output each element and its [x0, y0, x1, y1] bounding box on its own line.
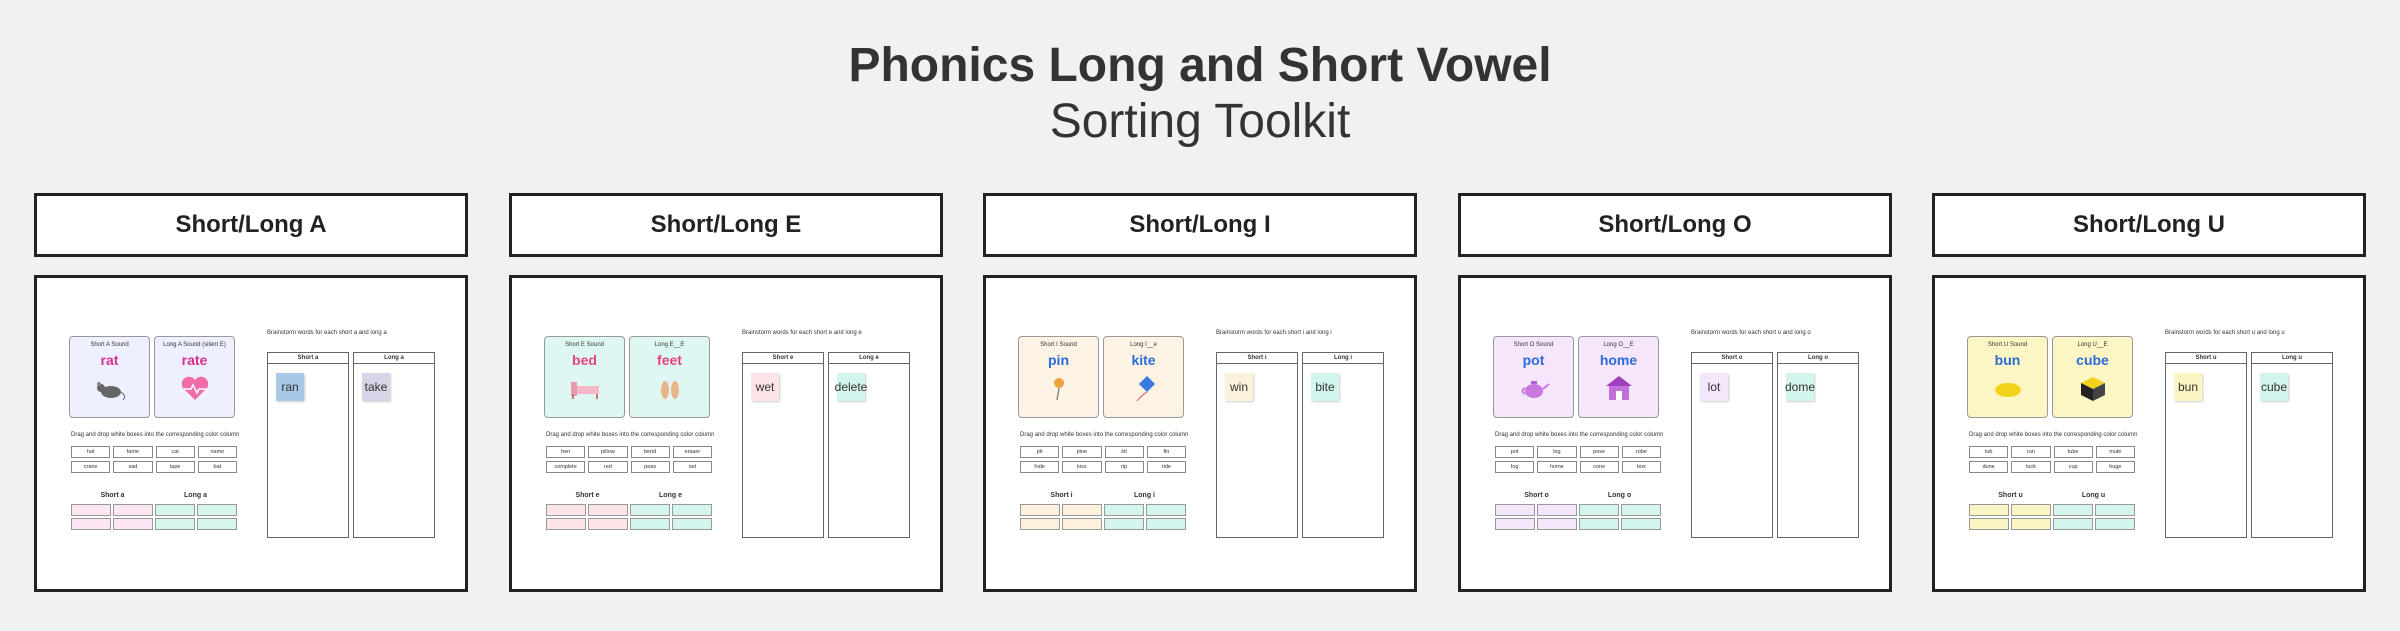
word-tile[interactable]: home	[1537, 461, 1576, 473]
short-drop-box[interactable]	[71, 504, 111, 516]
section-header-label: Short/Long A	[175, 211, 327, 238]
short-sound-card	[1967, 336, 2048, 418]
sticky-note[interactable]: lot	[1700, 373, 1728, 401]
section-short-long-u	[1932, 193, 2366, 499]
word-tile[interactable]: run	[2011, 446, 2050, 458]
short-drop-box[interactable]	[1969, 504, 2009, 516]
short-column-header: Short e	[743, 353, 823, 364]
sound-cards	[1018, 336, 1184, 418]
sticky-note[interactable]: delete	[837, 373, 865, 401]
drag-instruction: Drag and drop white boxes into the corresponding color column	[71, 432, 240, 438]
sort-short-label: Short a	[100, 492, 125, 499]
sort-drop-grid	[1969, 504, 2135, 530]
long-card-word: cube	[2076, 352, 2109, 368]
long-card-label: Long E__E	[654, 342, 685, 348]
long-column-header: Long e	[829, 353, 909, 364]
section-header-label: Short/Long E	[650, 211, 802, 238]
long-sound-card	[154, 336, 235, 418]
word-tile[interactable]: fin	[1147, 446, 1186, 458]
long-card-word: feet	[657, 352, 682, 368]
brainstorm-prompt: Brainstorm words for each short i and long i	[1216, 330, 1332, 336]
feet-icon	[653, 374, 687, 402]
sort-drop-grid	[546, 504, 712, 530]
word-tile[interactable]: tube	[2054, 446, 2093, 458]
short-column[interactable]	[1691, 352, 1773, 538]
section-header[interactable]	[509, 193, 943, 257]
word-tile[interactable]: tub	[1969, 446, 2008, 458]
brainstorm-prompt: Brainstorm words for each short o and long o	[1691, 330, 1811, 336]
word-tile[interactable]: hat	[71, 446, 110, 458]
short-sound-card	[1493, 336, 1574, 418]
sticky-note[interactable]: cube	[2260, 373, 2288, 401]
word-tile[interactable]: hen	[546, 446, 585, 458]
word-tile[interactable]: tuck	[2011, 461, 2050, 473]
section-header[interactable]	[1458, 193, 1892, 257]
short-sound-card	[1018, 336, 1099, 418]
cube-icon	[2076, 374, 2110, 402]
word-tile[interactable]: kiss	[1062, 461, 1101, 473]
sort-labels	[1020, 492, 1186, 499]
word-tile[interactable]: pot	[1495, 446, 1534, 458]
section-short-long-i	[983, 193, 1417, 499]
long-card-word: kite	[1131, 352, 1156, 368]
long-card-label: Long O__E	[1603, 342, 1634, 348]
short-card-word: pot	[1522, 352, 1545, 368]
sort-long-label: Long i	[1134, 492, 1155, 499]
short-card-label: Short O Sound	[1513, 342, 1554, 348]
word-tile[interactable]: cup	[2054, 461, 2093, 473]
word-tile[interactable]: fog	[1495, 461, 1534, 473]
sound-cards	[544, 336, 710, 418]
page-title	[0, 38, 2400, 150]
word-tile[interactable]: cone	[1580, 461, 1619, 473]
long-sound-card	[2052, 336, 2133, 418]
short-column[interactable]	[2165, 352, 2247, 538]
activity-board	[509, 275, 943, 592]
long-sound-card	[1578, 336, 1659, 418]
short-drop-box[interactable]	[2011, 504, 2051, 516]
word-tile[interactable]: bend	[631, 446, 670, 458]
word-tile[interactable]: kit	[1105, 446, 1144, 458]
word-tile[interactable]: pit	[1020, 446, 1059, 458]
short-drop-box[interactable]	[1020, 518, 1060, 530]
section-short-long-a	[34, 193, 468, 499]
short-column-header: Short u	[2166, 353, 2246, 364]
sound-cards	[1967, 336, 2133, 418]
word-tile[interactable]: rip	[1105, 461, 1144, 473]
short-drop-box[interactable]	[1062, 518, 1102, 530]
section-short-long-e	[509, 193, 943, 499]
long-sound-card	[629, 336, 710, 418]
sort-labels	[71, 492, 237, 499]
short-column[interactable]	[267, 352, 349, 538]
word-tile[interactable]: peas	[631, 461, 670, 473]
short-column-header: Short o	[1692, 353, 1772, 364]
short-card-word: rat	[100, 352, 119, 368]
long-card-label: Long U__E	[2077, 342, 2108, 348]
long-drop-box[interactable]	[630, 518, 670, 530]
short-drop-box[interactable]	[546, 518, 586, 530]
short-drop-box[interactable]	[1537, 504, 1577, 516]
section-short-long-o	[1458, 193, 1892, 499]
sort-long-label: Long a	[184, 492, 207, 499]
word-bank	[71, 446, 237, 473]
drag-instruction: Drag and drop white boxes into the corresponding color column	[1495, 432, 1664, 438]
teapot-icon	[1517, 374, 1551, 402]
sticky-note[interactable]: win	[1225, 373, 1253, 401]
activity-board	[1458, 275, 1892, 592]
long-drop-box[interactable]	[197, 518, 237, 530]
short-drop-box[interactable]	[1020, 504, 1060, 516]
heart-icon	[178, 374, 212, 402]
sort-short-label: Short u	[1998, 492, 2023, 499]
long-drop-box[interactable]	[1579, 504, 1619, 516]
rat-icon	[93, 374, 127, 402]
word-tile[interactable]: dune	[1969, 461, 2008, 473]
long-drop-box[interactable]	[1104, 504, 1144, 516]
sticky-note[interactable]: wet	[751, 373, 779, 401]
long-drop-box[interactable]	[672, 518, 712, 530]
long-drop-box[interactable]	[672, 504, 712, 516]
short-drop-box[interactable]	[1495, 504, 1535, 516]
short-drop-box[interactable]	[71, 518, 111, 530]
activity-board	[1932, 275, 2366, 592]
short-column-header: Short a	[268, 353, 348, 364]
long-card-label: Long I__e	[1130, 342, 1157, 348]
sound-cards	[1493, 336, 1659, 418]
section-header-label: Short/Long U	[2073, 211, 2225, 238]
long-column-header: Long u	[2252, 353, 2332, 364]
sort-long-label: Long u	[2081, 492, 2106, 499]
sticky-note[interactable]: bun	[2174, 373, 2202, 401]
section-header[interactable]	[34, 193, 468, 257]
long-drop-box[interactable]	[2053, 518, 2093, 530]
word-tile[interactable]: robe	[1622, 446, 1661, 458]
sort-drop-grid	[71, 504, 237, 530]
word-tile[interactable]: sad	[113, 461, 152, 473]
activity-board	[983, 275, 1417, 592]
sticky-note[interactable]: ran	[276, 373, 304, 401]
long-column[interactable]	[353, 352, 435, 538]
bed-icon	[568, 374, 602, 402]
short-sound-card	[69, 336, 150, 418]
word-tile[interactable]: red	[588, 461, 627, 473]
short-drop-box[interactable]	[1969, 518, 2009, 530]
short-column-header: Short i	[1217, 353, 1297, 364]
short-card-word: pin	[1048, 352, 1069, 368]
pin-icon	[1042, 374, 1076, 402]
long-drop-box[interactable]	[1579, 518, 1619, 530]
word-tile[interactable]: box	[1622, 461, 1661, 473]
title-line-2: Sorting Toolkit	[1049, 95, 1351, 148]
short-drop-box[interactable]	[113, 504, 153, 516]
brainstorm-prompt: Brainstorm words for each short e and long e	[742, 330, 862, 336]
word-tile[interactable]: tape	[156, 461, 195, 473]
house-icon	[1602, 374, 1636, 402]
word-tile[interactable]: log	[1537, 446, 1576, 458]
word-tile[interactable]: pine	[1062, 446, 1101, 458]
short-card-word: bun	[1994, 352, 2021, 368]
sort-drop-grid	[1020, 504, 1186, 530]
short-card-label: Short U Sound	[1987, 342, 2028, 348]
long-drop-box[interactable]	[1104, 518, 1144, 530]
long-card-word: home	[1599, 352, 1638, 368]
word-bank	[1495, 446, 1661, 473]
drag-instruction: Drag and drop white boxes into the corresponding color column	[1020, 432, 1189, 438]
short-drop-box[interactable]	[1537, 518, 1577, 530]
short-card-label: Short E Sound	[564, 342, 605, 348]
sticky-note[interactable]: bite	[1311, 373, 1339, 401]
brainstorm-prompt: Brainstorm words for each short u and long u	[2165, 330, 2285, 336]
sticky-note[interactable]: take	[362, 373, 390, 401]
section-header[interactable]	[983, 193, 1417, 257]
sort-drop-grid	[1495, 504, 1661, 530]
word-tile[interactable]: pose	[1580, 446, 1619, 458]
long-drop-box[interactable]	[1621, 504, 1661, 516]
word-tile[interactable]: crane	[71, 461, 110, 473]
sort-labels	[546, 492, 712, 499]
title-line-1: Phonics Long and Short Vowel	[848, 39, 1552, 92]
long-drop-box[interactable]	[197, 504, 237, 516]
long-sound-card	[1103, 336, 1184, 418]
section-header-label: Short/Long O	[1598, 211, 1752, 238]
sort-labels	[1969, 492, 2135, 499]
short-drop-box[interactable]	[1062, 504, 1102, 516]
sort-short-label: Short o	[1524, 492, 1549, 499]
kite-icon	[1127, 374, 1161, 402]
short-drop-box[interactable]	[1495, 518, 1535, 530]
short-drop-box[interactable]	[113, 518, 153, 530]
drag-instruction: Drag and drop white boxes into the corresponding color column	[1969, 432, 2138, 438]
short-drop-box[interactable]	[546, 504, 586, 516]
short-card-word: bed	[572, 352, 597, 368]
long-drop-box[interactable]	[630, 504, 670, 516]
long-drop-box[interactable]	[1146, 518, 1186, 530]
short-card-label: Short I Sound	[1040, 342, 1077, 348]
short-drop-box[interactable]	[2011, 518, 2051, 530]
word-tile[interactable]: mute	[2096, 446, 2135, 458]
word-bank	[1969, 446, 2135, 473]
word-tile[interactable]: fame	[113, 446, 152, 458]
word-tile[interactable]: name	[198, 446, 237, 458]
long-drop-box[interactable]	[155, 504, 195, 516]
word-bank	[1020, 446, 1186, 473]
word-tile[interactable]: huge	[2096, 461, 2135, 473]
word-tile[interactable]: hide	[1020, 461, 1059, 473]
short-card-label: Short A Sound	[90, 342, 129, 348]
sort-long-label: Long o	[1607, 492, 1632, 499]
long-drop-box[interactable]	[2053, 504, 2093, 516]
long-drop-box[interactable]	[1146, 504, 1186, 516]
long-drop-box[interactable]	[155, 518, 195, 530]
sort-short-label: Short e	[575, 492, 600, 499]
long-column-header: Long o	[1778, 353, 1858, 364]
long-drop-box[interactable]	[1621, 518, 1661, 530]
long-column-header: Long i	[1303, 353, 1383, 364]
word-tile[interactable]: pillow	[588, 446, 627, 458]
short-column[interactable]	[1216, 352, 1298, 538]
sticky-note[interactable]: dome	[1786, 373, 1814, 401]
word-tile[interactable]: bat	[198, 461, 237, 473]
word-tile[interactable]: ride	[1147, 461, 1186, 473]
long-column[interactable]	[1777, 352, 1859, 538]
long-drop-box[interactable]	[2095, 504, 2135, 516]
sort-labels	[1495, 492, 1661, 499]
section-header[interactable]	[1932, 193, 2366, 257]
short-drop-box[interactable]	[588, 518, 628, 530]
sort-long-label: Long e	[659, 492, 682, 499]
word-bank	[546, 446, 712, 473]
sound-cards	[69, 336, 235, 418]
brainstorm-prompt: Brainstorm words for each short a and long a	[267, 330, 387, 336]
short-sound-card	[544, 336, 625, 418]
activity-board	[34, 275, 468, 592]
drag-instruction: Drag and drop white boxes into the corresponding color column	[546, 432, 715, 438]
long-column-header: Long a	[354, 353, 434, 364]
section-header-label: Short/Long I	[1129, 211, 1271, 238]
short-column[interactable]	[742, 352, 824, 538]
long-card-label: Long A Sound (silent E)	[163, 342, 226, 348]
word-tile[interactable]: complete	[546, 461, 585, 473]
bun-icon	[1991, 374, 2025, 402]
long-card-word: rate	[181, 352, 208, 368]
long-drop-box[interactable]	[2095, 518, 2135, 530]
word-tile[interactable]: eraser	[673, 446, 712, 458]
long-column[interactable]	[2251, 352, 2333, 538]
long-column[interactable]	[1302, 352, 1384, 538]
word-tile[interactable]: set	[673, 461, 712, 473]
long-column[interactable]	[828, 352, 910, 538]
sort-short-label: Short i	[1050, 492, 1073, 499]
word-tile[interactable]: cat	[156, 446, 195, 458]
short-drop-box[interactable]	[588, 504, 628, 516]
